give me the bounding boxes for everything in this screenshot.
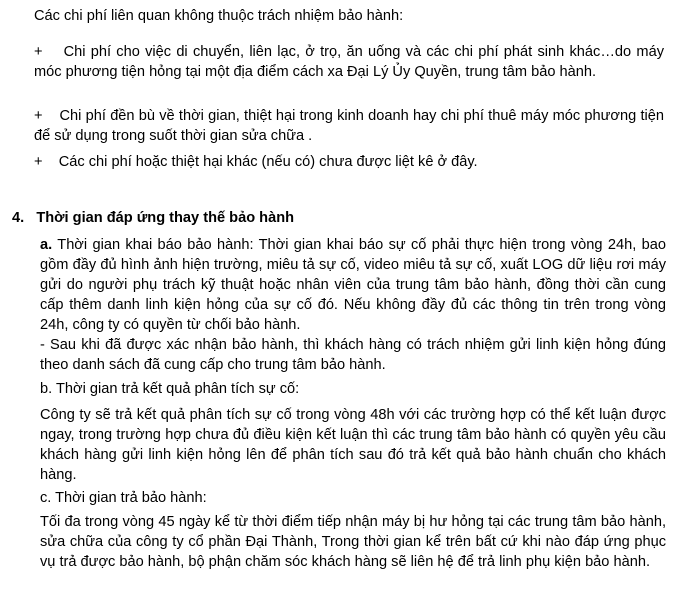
exclusion-item-2 [34, 106, 664, 146]
section-c-heading-text: c. Thời gian trả bảo hành: [40, 490, 207, 506]
section-number: 4. [12, 210, 25, 226]
section-c-paragraph [40, 512, 666, 572]
exclusion-item-3 [34, 152, 664, 172]
section-b-text: Công ty sẽ trả kết quả phân tích sự cố trong vòng 48h với các trường hợp có thể kết luận được ngay, trong trường hợp chưa đủ điều kiện kết luận thì các trung tâm bảo hành có quyền yêu cầu khách hàng gửi linh kiện hỏng lên để phân tích sau đó trả kết quả bảo hành chuẩn cho khách hàng. [40, 407, 666, 483]
exclusion-bullet: + [34, 44, 43, 60]
section-title: Thời gian đáp ứng thay thế bảo hành [36, 210, 295, 226]
section-b-heading [40, 379, 666, 399]
exclusion-text: Các chi phí hoặc thiệt hại khác (nếu có) chưa được liệt kê ở đây. [58, 154, 478, 170]
section-heading [12, 208, 652, 228]
exclusion-text: Chi phí đền bù về thời gian, thiệt hại trong kinh doanh hay chi phí thuê máy móc phương tiện để sử dụng trong suốt thời gian sửa chữa . [34, 108, 665, 144]
section-a-paragraph [40, 235, 666, 335]
intro-text: Các chi phí liên quan không thuộc trách nhiệm bảo hành: [34, 8, 404, 24]
exclusion-item-1 [34, 42, 664, 82]
section-b-heading-text: b. Thời gian trả kết quả phân tích sự cố: [40, 381, 300, 397]
exclusion-bullet: + [34, 154, 43, 170]
section-b-paragraph [40, 405, 666, 485]
intro-line [34, 6, 654, 26]
exclusion-text: Chi phí cho việc di chuyển, liên lạc, ở trọ, ăn uống và các chi phí phát sinh khác…do máy móc phương tiện hỏng tại một địa điểm cách xa Đại Lý Ủy Quyền, trung tâm bảo hành. [34, 44, 664, 80]
section-c-heading [40, 488, 666, 508]
exclusion-bullet: + [34, 108, 43, 124]
section-c-text: Tối đa trong vòng 45 ngày kể từ thời điểm tiếp nhận máy bị hư hỏng tại các trung tâm bảo hành, sửa chữa của công ty cổ phần Đại Thành, Trong thời gian kể trên bất cứ khi nào đáp ứng phục vụ trả được bảo hành, bộ phận chăm sóc khách hàng sẽ liên hệ để trả linh phụ kiện bảo hành. [40, 514, 666, 570]
section-a-text: Thời gian khai báo bảo hành: Thời gian khai báo sự cố phải thực hiện trong vòng 24h, bao gồm đầy đủ hình ảnh hiện trường, miêu tả sự cố, video miêu tả sự cố, xuất LOG dữ liệu rơi máy gửi do người phụ trách kỹ thuật hoặc nhân viên của trung tâm bảo hành, đồng thời cần cung cấp thêm danh linh kiện hỏng của sự cố đó. Nếu không đầy đủ các thông tin trên trong vòng 24h, công ty có quyền từ chối bảo hành. [40, 237, 667, 333]
section-a-label: a. [40, 237, 53, 253]
section-a-note-text: - Sau khi đã được xác nhận bảo hành, thì khách hàng có trách nhiệm gửi linh kiện hỏng đúng theo danh sách đã cung cấp cho trung tâm bảo hành. [40, 337, 666, 373]
section-a-note [40, 335, 666, 375]
